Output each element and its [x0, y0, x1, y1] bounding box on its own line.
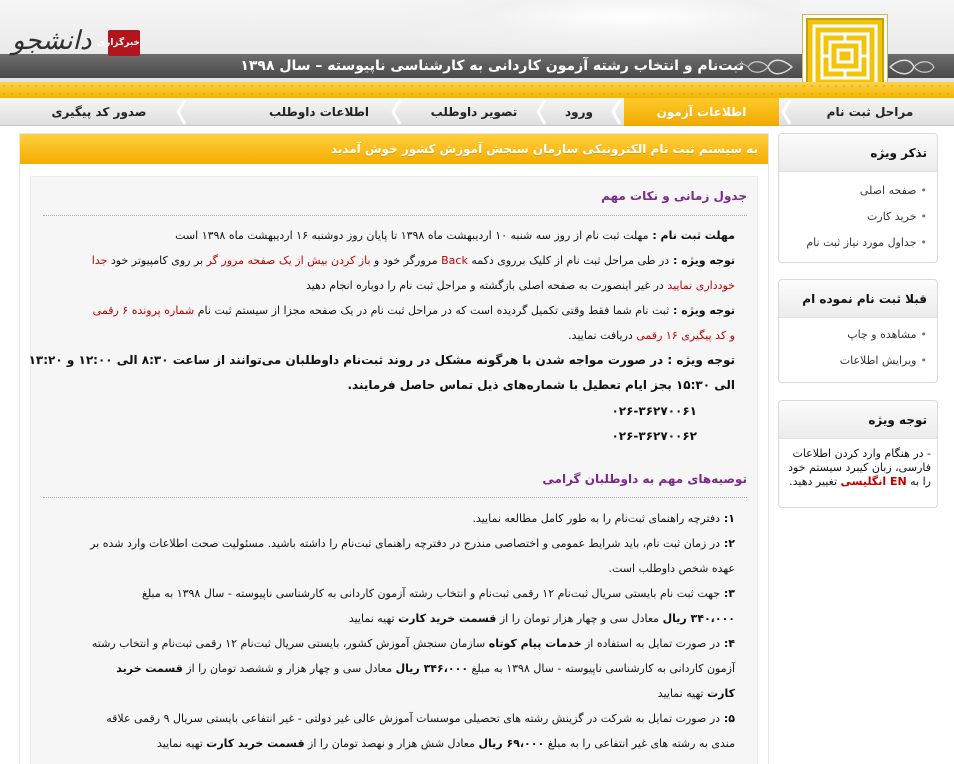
recommendation-2 — [90, 537, 735, 550]
notice-highlight: باز کردن بیش از یک صفحه مرور گر — [206, 254, 371, 267]
logo-icon — [808, 20, 882, 82]
en-highlight: EN — [889, 475, 907, 488]
header-background-art — [380, 0, 800, 56]
notice-complete-line — [93, 304, 735, 317]
notice-complete-line-2 — [568, 329, 735, 342]
notice-highlight: خودداری نمایید — [667, 279, 735, 292]
tab-login[interactable]: ورود — [565, 105, 593, 119]
back-word: Back — [441, 254, 468, 267]
recommendation-1 — [472, 512, 735, 525]
recommendation-5 — [106, 712, 735, 725]
nav-strip — [0, 82, 954, 98]
sidebar-title: توجه ویژه — [779, 401, 937, 439]
support-hours-line-2: الی ۱۵:۳۰ بجز ایام تعطیل با شماره‌های ذیل تماس حاصل فرمایند. — [347, 378, 735, 392]
site-header — [0, 0, 954, 82]
support-phone-1: ۰۲۶-۳۶۲۷۰۰۶۱ — [611, 404, 697, 418]
deadline-line — [175, 229, 735, 242]
notice-text: - در هنگام وارد کردن اطلاعات فارسی، زبان کیبرد سیستم خود را به — [788, 447, 931, 488]
chevron-separator-icon — [535, 98, 549, 126]
item-text: سازمان سنجش آموزش کشور، بایستی سریال ثبت‌نام ۱۲ رقمی ثبت‌نام و انتخاب رشته — [91, 637, 489, 650]
item-text: معادل سی و چهار هزار تومان را از — [496, 612, 663, 625]
sidebar-item-tables[interactable]: • جداول مورد نیاز ثبت نام — [779, 230, 937, 256]
sidebar-box-notice — [778, 133, 938, 263]
item-number: ۲: — [720, 537, 735, 550]
sidebar-item-buy-card[interactable]: • خرید کارت — [779, 204, 937, 230]
chevron-separator-icon — [175, 98, 189, 126]
info-box — [30, 176, 758, 764]
ornament-icon — [888, 56, 948, 78]
support-hours-line: توجه ویژه : در صورت مواجه شدن با هرگونه مشکل در روند ثبت‌نام داوطلبان می‌توانند از ساعت ۸:۳۰ الی ۱۲:۰۰ و ۱۳:۲۰ — [28, 353, 735, 367]
tab-exam-info[interactable]: اطلاعات آزمون — [624, 98, 779, 126]
deadline-text: مهلت ثبت نام از روز سه شنبه ۱۰ اردیبهشت ماه ۱۳۹۸ تا پایان روز دوشنبه ۱۶ اردیبهشت ماه ۱۳۹۸ است — [175, 229, 649, 242]
item-text: در صورت تمایل به شرکت در گزینش رشته های تحصیلی موسسات آموزش عالی غیر دولتی - غیر انتفاعی بایستی سریال ۹ رقمی علاقه — [106, 712, 721, 725]
item-number: ۳: — [720, 587, 735, 600]
main-content — [19, 133, 769, 764]
notice-text: تغییر دهید. — [789, 475, 841, 488]
keyboard-notice-text — [779, 439, 937, 495]
sanjesh-logo[interactable] — [806, 18, 884, 82]
item-text: دفترچه راهنمای ثبت‌نام را به طور کامل مطالعه نمایید. — [472, 512, 721, 525]
sidebar-box-keyboard-notice — [778, 400, 938, 508]
item-text: در صورت تمایل به استفاده از — [581, 637, 721, 650]
item-text: مندی به رشته های غیر انتفاعی را به مبلغ — [544, 737, 735, 750]
tracking-code-highlight: و کد پیگیری ۱۶ رقمی — [636, 329, 735, 342]
notice-text: دریافت نمایید. — [568, 329, 637, 342]
welcome-banner: به سیستم ثبت نام الکترونیکی سازمان سنجش آموزش کشور خوش آمدید — [20, 134, 768, 164]
notice-text: در غیر اینصورت به صفحه اصلی بازگشته و مراحل ثبت نام را دوباره انجام دهید — [306, 279, 668, 292]
buy-card-link[interactable]: کارت — [707, 687, 735, 700]
recommendation-2-cont: عهده شخص داوطلب است. — [608, 562, 735, 575]
english-highlight: انگلیسی — [840, 475, 890, 488]
item-text: تهیه نمایید — [157, 737, 207, 750]
buy-card-link[interactable]: قسمت خرید کارت — [398, 612, 497, 625]
main-nav-tabs — [0, 98, 954, 126]
section-title-schedule: جدول زمانی و نکات مهم — [601, 189, 747, 203]
price: ۳۴۰،۰۰۰ ریال — [662, 612, 735, 625]
recommendation-5-cont — [157, 737, 735, 750]
buy-card-link[interactable]: قسمت خرید — [116, 662, 183, 675]
item-text: در زمان ثبت نام، باید شرایط عمومی و اختصاصی مندرج در دفترچه راهنمای ثبت‌نام را داشته باشید. مسئولیت صحت اطلاعات وارد شده بر — [90, 537, 721, 550]
recommendation-4-cont — [116, 662, 735, 675]
notice-label: توجه ویژه : — [669, 304, 735, 317]
item-number: ۵: — [720, 712, 735, 725]
sidebar-box-registered — [778, 279, 938, 383]
item-text: تهیه نمایید — [348, 612, 399, 625]
item-number: ۴: — [720, 637, 735, 650]
notice-label: توجه ویژه : — [669, 254, 735, 267]
sidebar-item-view-print[interactable]: • مشاهده و چاپ — [779, 322, 937, 348]
price: ۳۴۶،۰۰۰ ریال — [395, 662, 469, 675]
sidebar-item-home[interactable]: • صفحه اصلی — [779, 178, 937, 204]
deadline-label: مهلت ثبت نام : — [648, 229, 735, 242]
item-text: آزمون کاردانی به کارشناسی ناپیوسته - سال ۱۳۹۸ به مبلغ — [468, 662, 735, 675]
chevron-separator-icon — [610, 98, 624, 126]
notice-back-line-2 — [306, 279, 735, 292]
brand-mark: خبرگزاری — [108, 30, 140, 56]
ornament-icon — [734, 56, 794, 78]
notice-text: ثبت نام شما فقط وقتی تکمیل گردیده است که در مراحل ثبت نام در یک صفحه مجزا از سیستم ثبت نام — [194, 304, 670, 317]
notice-text: بر روی کامپیوتر خود — [107, 254, 207, 267]
buy-card-link[interactable]: قسمت خرید کارت — [206, 737, 305, 750]
divider — [43, 215, 747, 216]
section-title-recommendations: توصیه‌های مهم به داوطلبان گرامی — [542, 472, 747, 486]
notice-back-line — [92, 254, 735, 267]
notice-text: مرورگر خود و — [370, 254, 442, 267]
divider — [43, 497, 747, 498]
brand-watermark[interactable] — [0, 22, 145, 62]
chevron-separator-icon — [390, 98, 404, 126]
sidebar-title: قبلا ثبت نام نموده ام — [779, 280, 937, 318]
file-number-highlight: شماره پرونده ۶ رقمی — [92, 304, 195, 317]
header-title: ثبت‌نام و انتخاب رشته آزمون کاردانی به کارشناسی ناپیوسته – سال ۱۳۹۸ — [240, 58, 744, 74]
sidebar-item-edit-info[interactable]: • ویرایش اطلاعات — [779, 348, 937, 374]
nav-pattern — [0, 82, 954, 98]
tab-tracking-code[interactable]: صدور کد پیگیری — [51, 105, 147, 119]
tab-candidate-info[interactable]: اطلاعات داوطلب — [268, 105, 370, 119]
price: ۶۹،۰۰۰ ریال — [478, 737, 545, 750]
sms-service: خدمات پیام کوتاه — [488, 637, 582, 650]
chevron-separator-icon — [780, 98, 794, 126]
recommendation-4-cont-2 — [658, 687, 735, 700]
notice-highlight: جدا — [91, 254, 108, 267]
item-number: ۱: — [720, 512, 735, 525]
item-text: تهیه نمایید — [657, 687, 708, 700]
sidebar-title: تذکر ویژه — [779, 134, 937, 172]
item-text: معادل شش هزار و نهصد تومان را از — [304, 737, 479, 750]
recommendation-3 — [142, 587, 735, 600]
brand-word: دانشجو — [12, 26, 92, 56]
recommendation-3-cont — [349, 612, 735, 625]
recommendation-4 — [92, 637, 735, 650]
support-phone-2: ۰۲۶-۳۶۲۷۰۰۶۲ — [611, 429, 697, 443]
tab-registration-steps[interactable]: مراحل ثبت نام — [826, 105, 914, 119]
notice-text: در طی مراحل ثبت نام از کلیک برروی دکمه — [467, 254, 670, 267]
item-text: معادل سی و چهار هزار و ششصد تومان را از — [182, 662, 396, 675]
item-text: جهت ثبت نام بایستی سریال ثبت‌نام ۱۲ رقمی ثبت‌نام و انتخاب رشته آزمون کاردانی به کارشناسی ناپیوسته - سال ۱۳۹۸ به مبلغ — [142, 587, 721, 600]
tab-candidate-photo[interactable]: تصویر داوطلب — [430, 105, 518, 119]
